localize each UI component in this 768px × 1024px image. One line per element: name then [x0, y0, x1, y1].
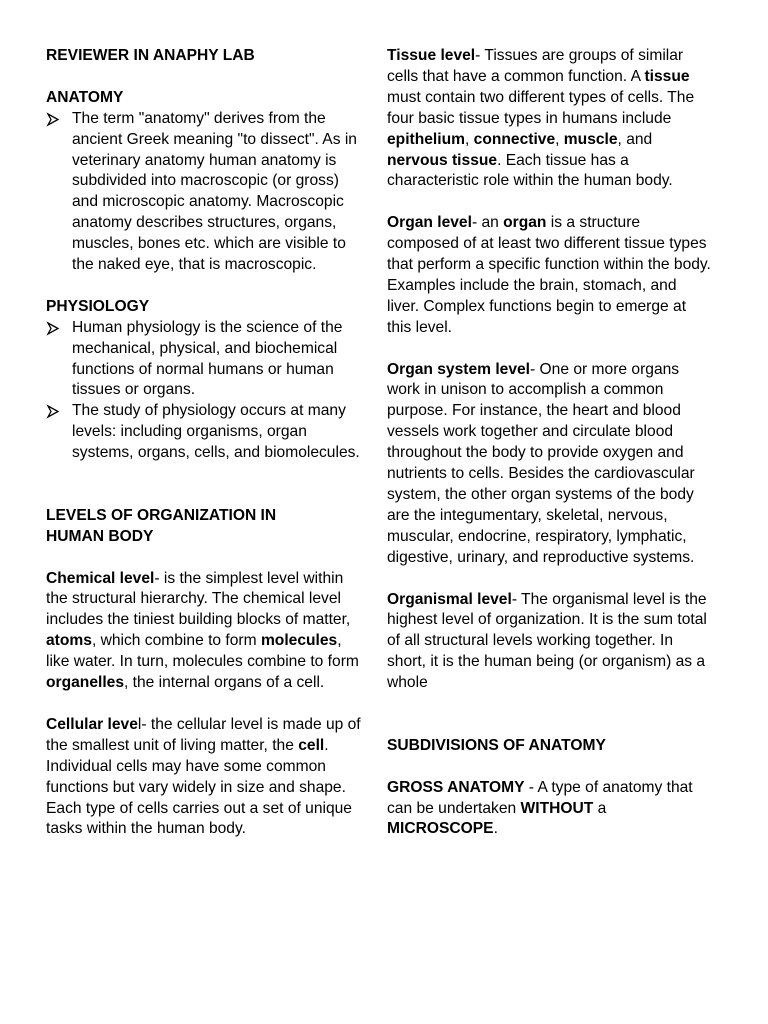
- organismal-level-paragraph: Organismal level- The organismal level is the highest level of organization. It is the sum total of all structural levels working together. In short, it is the human being (or organism) as a whole: [387, 590, 707, 692]
- physiology-bullet-text: Human physiology is the science of the mechanical, physical, and biochemical functions of normal humans or human tissues or organs.: [72, 318, 343, 399]
- subdivisions-heading: SUBDIVISIONS OF ANATOMY: [387, 736, 606, 754]
- organ-system-level-paragraph: Organ system level- One or more organs work in unison to accomplish a common purpose. For instance, the heart and blood vessels work together and circulate blood throughout the body to provide oxygen and nutrients to cells. Besides the cardiovascular system, the other organ systems of the body are the integumentary, skeletal, nervous, muscular, endocrine, respiratory, lymphatic, digestive, urinary, and reproductive systems.: [387, 360, 695, 566]
- levels-heading-line1: LEVELS OF ORGANIZATION IN: [46, 506, 277, 524]
- physiology-bullet-list: [46, 318, 366, 464]
- arrowhead-bullet-icon: [46, 401, 60, 422]
- right-column: [387, 46, 712, 840]
- list-item: [46, 401, 366, 464]
- tissue-level-term: Tissue level: [387, 47, 476, 64]
- gross-anatomy-paragraph: GROSS ANATOMY - A type of anatomy that can be undertaken WITHOUT a MICROSCOPE.: [387, 778, 693, 838]
- left-column: [46, 46, 366, 840]
- arrowhead-bullet-icon: [46, 318, 60, 339]
- organ-level-term: Organ level: [387, 214, 472, 232]
- organismal-level-term: Organismal level: [387, 590, 512, 608]
- organ-level-paragraph: Organ level- an organ is a structure composed of at least two different tissue types that perform a specific function within the body. Examples include the brain, stomach, and liver. Complex functions begin to emerge at this level.: [387, 214, 711, 336]
- cellular-level-term: Cellular leve: [46, 715, 138, 733]
- levels-heading-line2: HUMAN BODY: [46, 527, 154, 545]
- document-title: REVIEWER IN ANAPHY LAB: [46, 47, 255, 64]
- physiology-heading: PHYSIOLOGY: [46, 297, 150, 315]
- anatomy-bullet-list: [46, 109, 366, 276]
- chemical-level-paragraph: Chemical level- is the simplest level within the structural hierarchy. The chemical level includes the tiniest building blocks of matter, atoms, which combine to form molecules, like water. In turn, molecules combine to form organelles, the internal organs of a cell.: [46, 569, 359, 692]
- physiology-bullet-text: The study of physiology occurs at many levels: including organisms, organ systems, organs, cells, and biomolecules.: [72, 402, 360, 462]
- anatomy-bullet-text: The term "anatomy" derives from the ancient Greek meaning "to dissect". As in veterinary anatomy human anatomy is subdivided into macroscopic (or gross) and microscopic anatomy. Macroscopic anatomy describes structures, organs, muscles, bones etc. which are visible to the naked eye, that is macroscopic.: [72, 109, 357, 274]
- list-item: [46, 318, 366, 402]
- anatomy-heading: ANATOMY: [46, 88, 124, 106]
- tissue-level-paragraph: Tissue level- Tissues are groups of similar cells that have a common function. A tissue must contain two different types of cells. The four basic tissue types in humans include epithelium, connective, muscle, and nervous tissue. Each tissue has a characteristic role within the human body.: [387, 47, 695, 190]
- gross-anatomy-term: GROSS ANATOMY: [387, 778, 525, 796]
- chemical-level-term: Chemical level: [46, 569, 155, 587]
- cellular-level-paragraph: Cellular level- the cellular level is made up of the smallest unit of living matter, the cell. Individual cells may have some common functions but vary widely in size and shape. Each type of cells carries out a set of unique tasks within the human body.: [46, 715, 361, 838]
- arrowhead-bullet-icon: [46, 109, 60, 130]
- list-item: [46, 109, 366, 276]
- organ-system-level-term: Organ system level: [387, 360, 531, 378]
- levels-heading: [46, 506, 366, 548]
